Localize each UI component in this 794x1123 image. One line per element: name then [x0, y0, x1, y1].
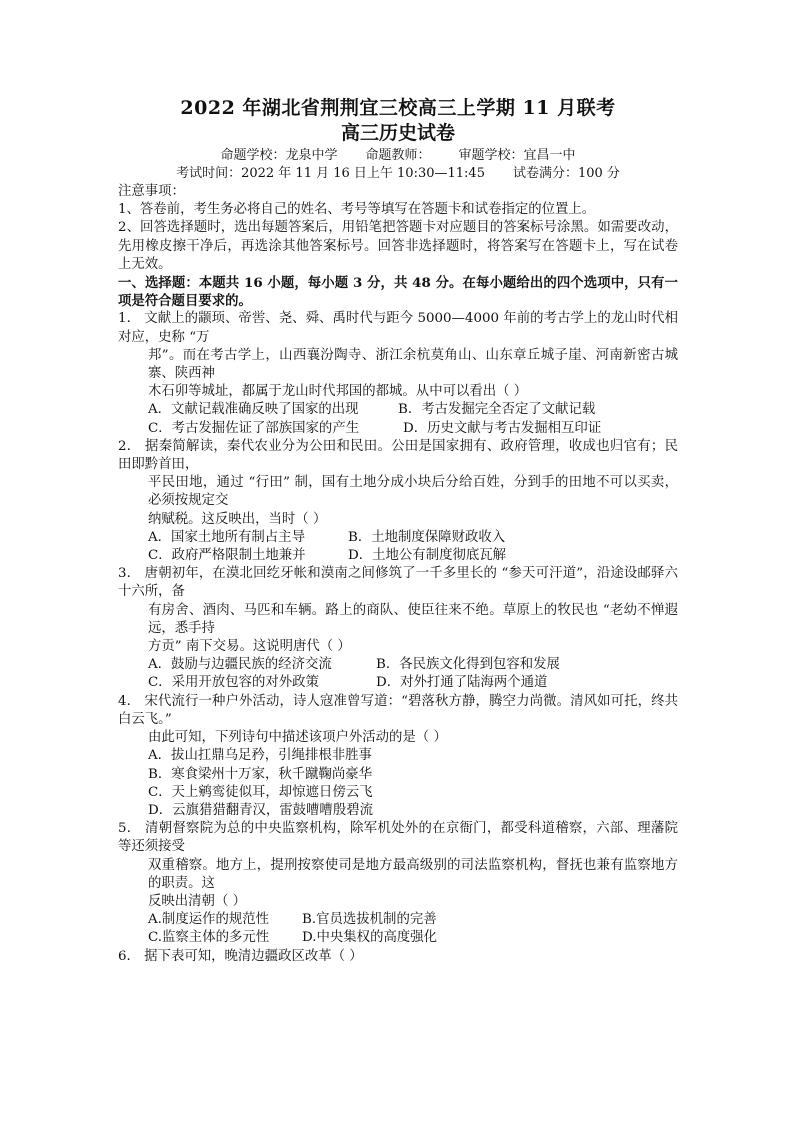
- question-stem: 由此可知，下列诗句中描述该项户外活动的是（ ）: [148, 730, 447, 746]
- question-3: [118, 565, 678, 692]
- options-row: [118, 401, 678, 419]
- question-stem: 反映出清朝（ ）: [148, 893, 246, 909]
- option-c: C.监察主体的多元性: [148, 930, 270, 946]
- question-stem: 3． 唐朝初年，在漠北回纥牙帐和漠南之间修筑了一千多里长的 “参天可汗道”，沿途设邮驿六十六所，备: [118, 566, 678, 600]
- exam-time: 考试时间：2022 年 11 月 16 日上午 10:30—11:45: [176, 166, 485, 181]
- notice-item: 1、答卷前，考生务必将自己的姓名、考号等填写在答题卡和试卷指定的位置上。: [118, 202, 596, 218]
- question-6: [118, 948, 678, 966]
- options-row: [118, 656, 678, 674]
- question-1: [118, 310, 678, 437]
- question-stem: 双重稽察。地方上，提刑按察使司是地方最高级别的司法监察机构，督抚也兼有监察地方的职责。这: [148, 857, 678, 891]
- question-5: [118, 820, 678, 947]
- option-b: B．考古发掘完全否定了文献记载: [398, 402, 596, 418]
- exam-title: 2022 年湖北省荆荆宜三校高三上学期 11 月联考: [180, 97, 616, 119]
- question-2: [118, 438, 678, 565]
- section-heading: 一、选择题：本题共 16 小题，每小题 3 分，共 48 分。在每小题给出的四个选项中，只有一项是符合题目要求的。: [118, 275, 678, 310]
- options-row: [118, 911, 678, 929]
- exam-authors: [118, 147, 678, 165]
- option-b: B．土地制度保障财政收入: [348, 529, 506, 545]
- notice-heading: 注意事项：: [118, 184, 185, 199]
- question-stem: 6． 据下表可知，晚清边疆政区改革（ ）: [118, 948, 363, 964]
- option-c: C．考古发掘佐证了部族国家的产生: [148, 420, 360, 436]
- setter-teacher: 命题教师：: [365, 148, 431, 163]
- full-score: 试卷满分：100 分: [512, 166, 620, 181]
- option-a: A．拔山扛鼎乌足矜，引绳排根非胜事: [148, 748, 372, 764]
- options-row: [118, 547, 678, 565]
- question-4: [118, 693, 678, 820]
- question-stem: 5． 清朝督察院为总的中央监察机构，除军机处外的在京衙门，都受科道稽察，六部、理藩院等还须接受: [118, 821, 678, 855]
- options-row: [118, 529, 678, 547]
- question-stem: 4． 宋代流行一种户外活动，诗人寇准曾写道：“碧落秋方静，腾空力尚微。清风如可托，终共白云飞。”: [118, 693, 678, 727]
- options-row: [118, 674, 678, 692]
- reviewer-school: 审题学校：宜昌一中: [458, 148, 576, 163]
- question-stem: 1． 文献上的颛顼、帝喾、尧、舜、禹时代与距今 5000—4000 年前的考古学上的龙山时代相对应，史称 “万: [118, 311, 678, 345]
- question-stem: 方贡” 南下交易。这说明唐代（ ）: [148, 639, 351, 655]
- option-d: D．云旗猎猎翻青汉，雷鼓嘈嘈殷碧流: [148, 802, 373, 818]
- exam-subtitle: 高三历史试卷: [340, 122, 455, 144]
- exam-page: [118, 96, 678, 966]
- question-stem: 平民田地，通过 “行田” 制，国有土地分成小块后分给百姓，分到手的田地不可以买卖，必须按规定交: [148, 475, 678, 509]
- question-stem: 有房舍、酒肉、马匹和车辆。路上的商队、使臣往来不绝。草原上的牧民也 “老幼不惮遐远，悉手持: [148, 602, 678, 636]
- option-d: D．土地公有制度彻底瓦解: [348, 548, 507, 564]
- question-stem: 2． 据秦简解读，秦代农业分为公田和民田。公田是国家拥有、政府管理，收成也归官有；民田即黔首田，: [118, 438, 678, 473]
- option-b: B．寒食梁州十万家，秋千蹴鞠尚豪华: [148, 766, 373, 782]
- option-c: C．政府严格限制土地兼并: [148, 548, 306, 564]
- option-c: C．采用开放包容的对外政策: [148, 675, 319, 691]
- question-stem: 邦”。而在考古学上，山西襄汾陶寺、浙江余杭莫角山、山东章丘城子崖、河南新密古城寨、陕西神: [148, 347, 678, 382]
- option-d: D．对外打通了陆海两个通道: [376, 675, 548, 691]
- question-stem: 纳赋税。这反映出，当时（ ）: [148, 511, 327, 527]
- question-stem: 木石卯等城址，都属于龙山时代邦国的都城。从中可以看出（ ）: [148, 384, 528, 400]
- option-a: A．文献记载准确反映了国家的出现: [148, 402, 359, 418]
- setter-school: 命题学校：龙泉中学: [220, 148, 338, 163]
- notice-item: 2、回答选择题时，选出每题答案后，用铅笔把答题卡对应题目的答案标号涂黑。如需要改动，先用橡皮擦干净后，再选涂其他答案标号。回答非选择题时，将答案写在答题卡上，写在试卷上无效。: [118, 220, 678, 272]
- exam-info: [118, 165, 678, 183]
- options-row: [118, 929, 678, 947]
- option-a: A．鼓励与边疆民族的经济交流: [148, 657, 332, 673]
- option-d: D．历史文献与考古发掘相互印证: [403, 420, 602, 436]
- option-b: B．各民族文化得到包容和发展: [376, 657, 560, 673]
- option-d: D.中央集权的高度强化: [302, 930, 438, 946]
- option-b: B.官员选拔机制的完善: [302, 912, 437, 928]
- option-c: C．天上鹓鸾徒似耳，却惊遮日傍云飞: [148, 784, 373, 800]
- option-a: A.制度运作的规范性: [148, 912, 270, 928]
- options-row: [118, 420, 678, 438]
- option-a: A．国家土地所有制占主导: [148, 529, 305, 545]
